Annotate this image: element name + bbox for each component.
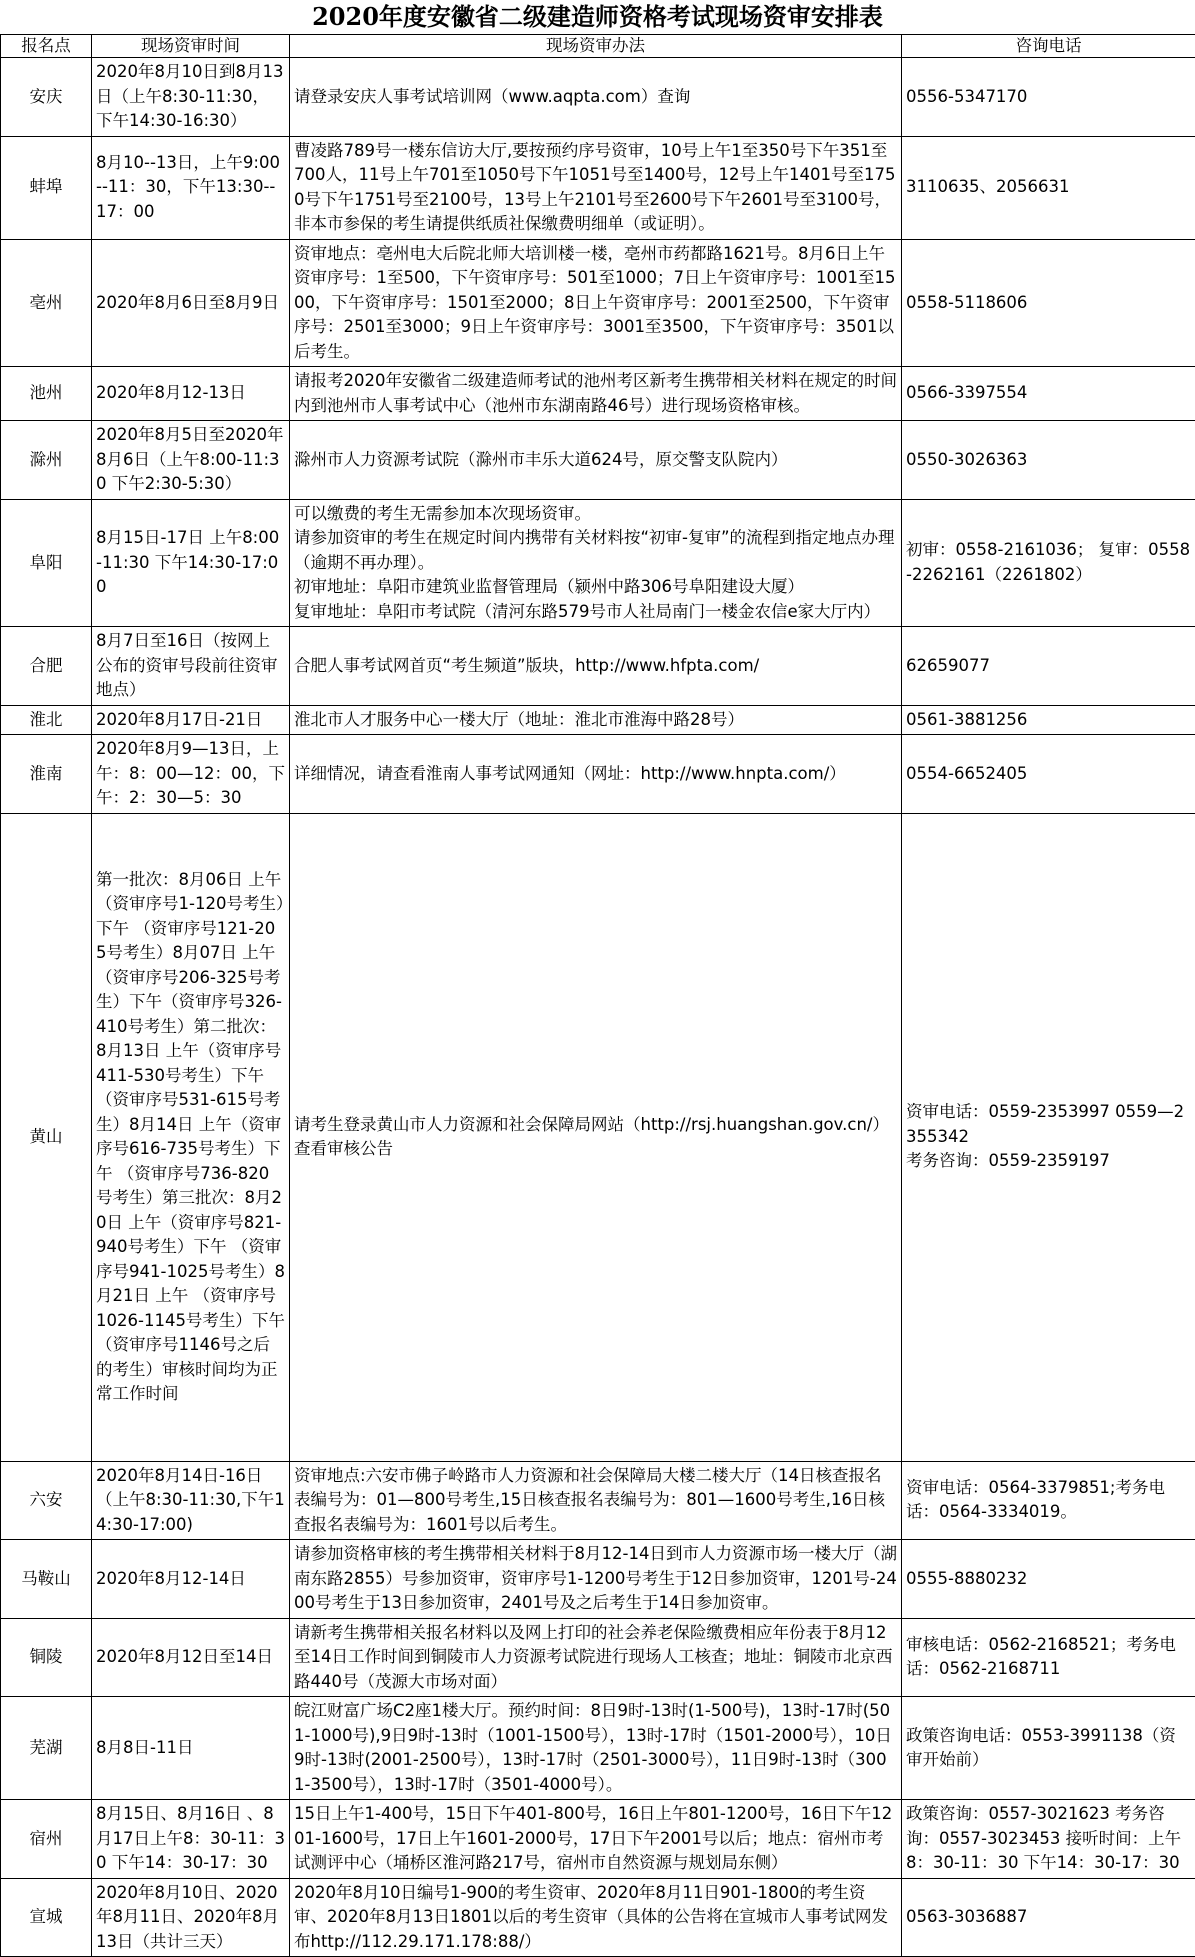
phone-line: 0561-3881256 <box>906 708 1191 733</box>
table-row <box>1 1540 1195 1619</box>
method-line: 请登录安庆人事考试培训网（www.aqpta.com）查询 <box>294 85 897 110</box>
cell-phone <box>902 1878 1195 1957</box>
cell-phone <box>902 239 1195 367</box>
cell-method <box>290 421 902 500</box>
header-phone: 咨询电话 <box>902 35 1195 58</box>
cell-time: 8月15日、8月16日 、8月17日上午8：30-11：30 下午14：30-17：30 <box>92 1800 290 1879</box>
cell-method <box>290 1878 902 1957</box>
cell-method <box>290 1618 902 1697</box>
cell-time: 2020年8月12日至14日 <box>92 1618 290 1697</box>
cell-method <box>290 1461 902 1540</box>
phone-line: 0554-6652405 <box>906 762 1191 787</box>
method-line: 合肥人事考试网首页“考生频道”版块，http://www.hfpta.com/ <box>294 654 897 679</box>
cell-city: 合肥 <box>1 627 92 706</box>
cell-time: 8月15日-17日 上午8:00-11:30 下午14:30-17:00 <box>92 499 290 627</box>
cell-time: 2020年8月12-14日 <box>92 1540 290 1619</box>
cell-method <box>290 705 902 735</box>
cell-city: 亳州 <box>1 239 92 367</box>
cell-time: 8月10--13日，上午9:00--11：30，下午13:30--17：00 <box>92 136 290 239</box>
method-line: 详细情况，请查看淮南人事考试网通知（网址：http://www.hnpta.com/） <box>294 762 897 787</box>
cell-city: 蚌埠 <box>1 136 92 239</box>
phone-line: 政策咨询：0557-3021623 考务咨询：0557-3023453 接听时间：上午8：30-11：30 下午14：30-17：30 <box>906 1802 1191 1876</box>
table-header-row <box>1 35 1195 58</box>
cell-city: 芜湖 <box>1 1697 92 1800</box>
method-line: 15日上午1-400号，15日下午401-800号，16日上午801-1200号，16日下午1201-1600号，17日上午1601-2000号，17日下午2001号以后；地点：宿州市考试测评中心（埇桥区淮河路217号，宿州市自然资源与规划局东侧） <box>294 1802 897 1876</box>
cell-phone <box>902 1800 1195 1879</box>
table-row <box>1 813 1195 1461</box>
method-line: 滁州市人力资源考试院（滁州市丰乐大道624号，原交警支队院内） <box>294 448 897 473</box>
method-line: 复审地址：阜阳市考试院（清河东路579号市人社局南门一楼金农信e家大厅内） <box>294 600 897 625</box>
cell-city: 宣城 <box>1 1878 92 1957</box>
table-row <box>1 1461 1195 1540</box>
table-row <box>1 1697 1195 1800</box>
method-line: 请考生登录黄山市人力资源和社会保障局网站（http://rsj.huangshan.gov.cn/）查看审核公告 <box>294 1113 897 1162</box>
schedule-table-body <box>1 35 1195 1957</box>
cell-city: 铜陵 <box>1 1618 92 1697</box>
phone-line: 初审：0558-2161036； 复审：0558-2262161（2261802） <box>906 538 1191 587</box>
cell-method <box>290 735 902 814</box>
method-line: 请新考生携带相关报名材料以及网上打印的社会养老保险缴费相应年份表于8月12至14日工作时间到铜陵市人力资源考试院进行现场人工核查；地址：铜陵市北京西路440号（茂源大市场对面） <box>294 1621 897 1695</box>
cell-city: 黄山 <box>1 813 92 1461</box>
method-line: 淮北市人才服务中心一楼大厅（地址：淮北市淮海中路28号） <box>294 708 897 733</box>
header-time: 现场资审时间 <box>92 35 290 58</box>
table-row <box>1 627 1195 706</box>
schedule-table <box>0 34 1195 1957</box>
phone-line: 考务咨询：0559-2359197 <box>906 1149 1191 1174</box>
table-row <box>1 367 1195 421</box>
cell-city: 淮北 <box>1 705 92 735</box>
table-row <box>1 499 1195 627</box>
table-row <box>1 136 1195 239</box>
cell-method <box>290 813 902 1461</box>
cell-phone <box>902 1697 1195 1800</box>
table-row <box>1 705 1195 735</box>
cell-time: 2020年8月9—13日，上午：8：00—12：00，下午：2：30—5：30 <box>92 735 290 814</box>
cell-city: 淮南 <box>1 735 92 814</box>
cell-method <box>290 367 902 421</box>
cell-phone <box>902 1618 1195 1697</box>
table-row <box>1 1800 1195 1879</box>
method-line: 资审地点:六安市佛子岭路市人力资源和社会保障局大楼二楼大厅（14日核查报名表编号为：01—800号考生,15日核查报名表编号为：801—1600号考生,16日核查报名表编号为：1601号以后考生。 <box>294 1464 897 1538</box>
method-line: 请参加资审的考生在规定时间内携带有关材料按“初审-复审”的流程到指定地点办理（逾期不再办理）。 <box>294 526 897 575</box>
cell-phone <box>902 367 1195 421</box>
cell-phone <box>902 705 1195 735</box>
phone-line: 62659077 <box>906 654 1191 679</box>
cell-city: 六安 <box>1 1461 92 1540</box>
cell-method <box>290 58 902 137</box>
phone-line: 资审电话：0559-2353997 0559—2355342 <box>906 1100 1191 1149</box>
phone-line: 0563-3036887 <box>906 1905 1191 1930</box>
cell-phone <box>902 735 1195 814</box>
cell-method <box>290 1800 902 1879</box>
cell-method <box>290 499 902 627</box>
phone-line: 0566-3397554 <box>906 381 1191 406</box>
cell-time: 2020年8月6日至8月9日 <box>92 239 290 367</box>
cell-phone <box>902 136 1195 239</box>
cell-time: 2020年8月12-13日 <box>92 367 290 421</box>
cell-city: 安庆 <box>1 58 92 137</box>
method-line: 曹凌路789号一楼东信访大厅,要按预约序号资审，10号上午1至350号下午351至700人，11号上午701至1050号下午1051号至1400号，12号上午1401号至1750号下午1751号至2100号，13号上午2101号至2600号下午2601号至3100号，非本市参保的考生请提供纸质社保缴费明细单（或证明）。 <box>294 139 897 237</box>
method-line: 请报考2020年安徽省二级建造师考试的池州考区新考生携带相关材料在规定的时间内到池州市人事考试中心（池州市东湖南路46号）进行现场资格审核。 <box>294 369 897 418</box>
method-line: 可以缴费的考生无需参加本次现场资审。 <box>294 502 897 527</box>
cell-phone <box>902 1540 1195 1619</box>
phone-line: 0558-5118606 <box>906 291 1191 316</box>
phone-line: 0550-3026363 <box>906 448 1191 473</box>
phone-line: 3110635、2056631 <box>906 175 1191 200</box>
cell-phone <box>902 58 1195 137</box>
method-line: 请参加资格审核的考生携带相关材料于8月12-14日到市人力资源市场一楼大厅（湖南东路2855）号参加资审，资审序号1-1200号考生于12日参加资审，1201号-2400号考生于13日参加资审，2401号及之后考生于14日参加资审。 <box>294 1542 897 1616</box>
cell-method <box>290 136 902 239</box>
cell-phone <box>902 499 1195 627</box>
cell-time: 第一批次：8月06日 上午（资审序号1-120号考生）下午 （资审序号121-205号考生）8月07日 上午 （资审序号206-325号考生）下午（资审序号326-410号考生）第二批次：8月13日 上午（资审序号411-530号考生）下午 （资审序号531-615号考生）8月14日 上午（资审序号616-735号考生）下午 （资审序号736-820号考生）第三批次：8月20日 上午（资审序号821-940号考生）下午 （资审序号941-1025号考生）8月21日 上午 （资审序号1026-1145号考生）下午 （资审序号1146号之后的考生）审核时间均为正常工作时间 <box>92 813 290 1461</box>
phone-line: 资审电话：0564-3379851;考务电话：0564-3334019。 <box>906 1476 1191 1525</box>
cell-method <box>290 1540 902 1619</box>
cell-method <box>290 627 902 706</box>
method-line: 资审地点：亳州电大后院北师大培训楼一楼，亳州市药都路1621号。8月6日上午资审序号：1至500，下午资审序号：501至1000；7日上午资审序号：1001至1500，下午资审序号：1501至2000；8日上午资审序号：2001至2500，下午资审序号：2501至3000；9日上午资审序号：3001至3500，下午资审序号：3501以后考生。 <box>294 242 897 365</box>
table-row <box>1 239 1195 367</box>
cell-time: 2020年8月10日、2020年8月11日、2020年8月13日（共计三天） <box>92 1878 290 1957</box>
cell-time: 8月7日至16日（按网上公布的资审号段前往资审地点） <box>92 627 290 706</box>
phone-line: 审核电话：0562-2168521；考务电话：0562-2168711 <box>906 1633 1191 1682</box>
cell-phone <box>902 421 1195 500</box>
cell-phone <box>902 813 1195 1461</box>
cell-city: 阜阳 <box>1 499 92 627</box>
phone-line: 0555-8880232 <box>906 1567 1191 1592</box>
cell-city: 池州 <box>1 367 92 421</box>
cell-city: 宿州 <box>1 1800 92 1879</box>
method-line: 2020年8月10日编号1-900的考生资审、2020年8月11日901-1800的考生资审、2020年8月13日1801以后的考生资审（具体的公告将在宣城市人事考试网发布http://112.29.171.178:88/） <box>294 1881 897 1955</box>
phone-line: 0556-5347170 <box>906 85 1191 110</box>
cell-method <box>290 1697 902 1800</box>
cell-method <box>290 239 902 367</box>
cell-time: 8月8日-11日 <box>92 1697 290 1800</box>
header-method: 现场资审办法 <box>290 35 902 58</box>
table-row <box>1 1878 1195 1957</box>
table-row <box>1 58 1195 137</box>
cell-phone <box>902 1461 1195 1540</box>
table-row <box>1 421 1195 500</box>
cell-time: 2020年8月17日-21日 <box>92 705 290 735</box>
method-line: 初审地址：阜阳市建筑业监督管理局（颍州中路306号阜阳建设大厦） <box>294 575 897 600</box>
page-title: 2020年度安徽省二级建造师资格考试现场资审安排表 <box>0 0 1195 34</box>
cell-phone <box>902 627 1195 706</box>
cell-city: 滁州 <box>1 421 92 500</box>
cell-time: 2020年8月14日-16日（上午8:30-11:30,下午14:30-17:00) <box>92 1461 290 1540</box>
phone-line: 政策咨询电话：0553-3991138（资审开始前） <box>906 1724 1191 1773</box>
cell-time: 2020年8月10日到8月13日（上午8:30-11:30，下午14:30-16:30） <box>92 58 290 137</box>
method-line: 皖江财富广场C2座1楼大厅。预约时间：8日9时-13时(1-500号)，13时-17时(501-1000号),9日9时-13时（1001-1500号），13时-17时（1501-2000号），10日9时-13时(2001-2500号），13时-17时（2501-3000号），11日9时-13时（3001-3500号），13时-17时（3501-4000号）。 <box>294 1699 897 1797</box>
table-row <box>1 735 1195 814</box>
cell-time: 2020年8月5日至2020年8月6日（上午8:00-11:30 下午2:30-5:30） <box>92 421 290 500</box>
header-city: 报名点 <box>1 35 92 58</box>
cell-city: 马鞍山 <box>1 1540 92 1619</box>
table-row <box>1 1618 1195 1697</box>
